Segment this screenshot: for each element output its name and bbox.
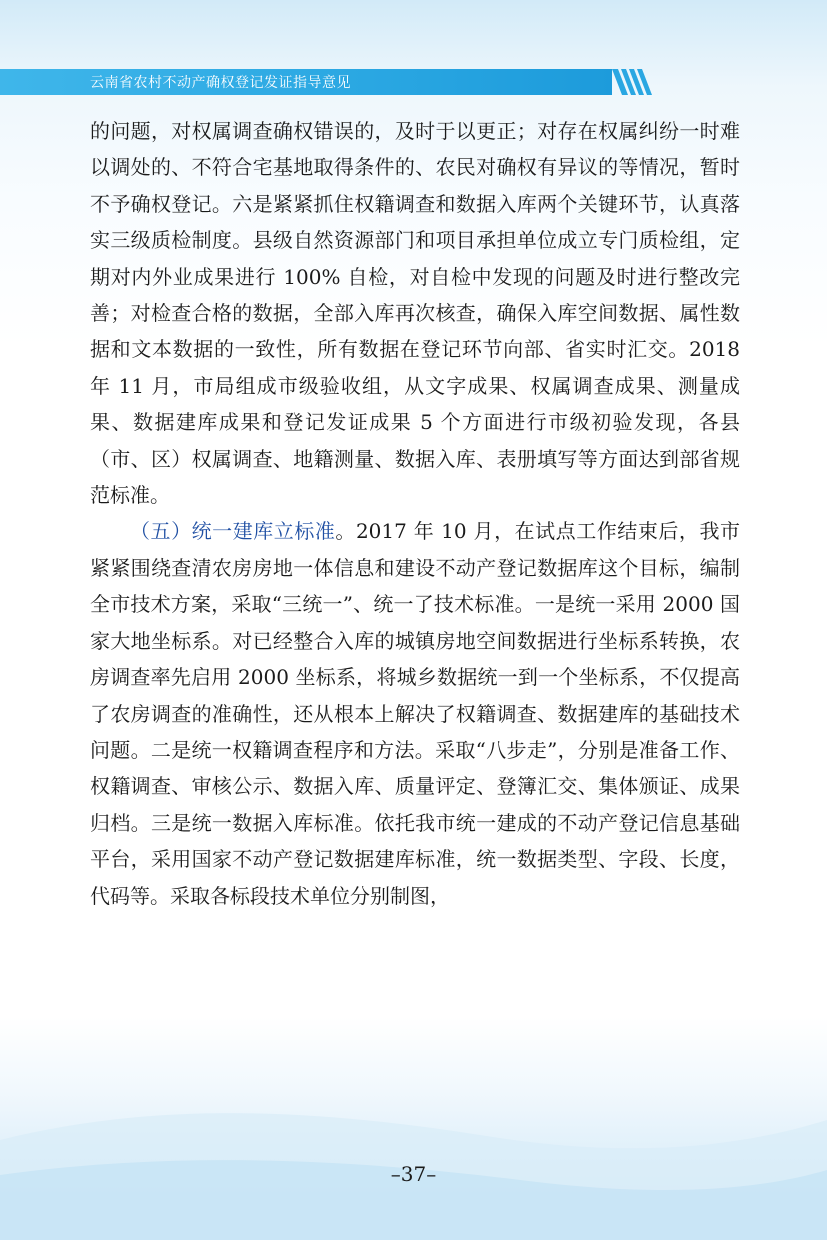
section-heading-five: （五）统一建库立标准 [130, 519, 336, 544]
body-paragraph-2 [90, 513, 740, 913]
header-stripes-decoration [612, 69, 652, 95]
bottom-wave-decoration [0, 1080, 827, 1240]
body-paragraph-2-text: 。2017 年 10 月，在试点工作结束后，我市紧紧围绕查清农房房地一体信息和建设不动产登记数据库这个目标，编制全市技术方案，采取“三统一”、统一了技术标准。一是统一采用 2000 国家大地坐标系。对已经整合入库的城镇房地空间数据进行坐标系转换，农房调查率先启用 2000 坐标系，将城乡数据统一到一个坐标系，不仅提高了农房调查的准确性，还从根本上解决了权籍调查、数据建库的基础技术问题。二是统一权籍调查程序和方法。采取“八步走”，分别是准备工作、权籍调查、审核公示、数据入库、质量评定、登簿汇交、集体颁证、成果归档。三是统一数据入库标准。依托我市统一建成的不动产登记信息基础平台，采用国家不动产登记数据建库标准，统一数据类型、字段、长度，代码等。采取各标段技术单位分别制图， [90, 519, 741, 908]
body-paragraph-1: 的问题，对权属调查确权错误的，及时于以更正；对存在权属纠纷一时难以调处的、不符合宅基地取得条件的、农民对确权有异议的等情况，暂时不予确权登记。六是紧紧抓住权籍调查和数据入库两个关键环节，认真落实三级质检制度。县级自然资源部门和项目承担单位成立专门质检组，定期对内外业成果进行 100% 自检，对自检中发现的问题及时进行整改完善；对检查合格的数据，全部入库再次核查，确保入库空间数据、属性数据和文本数据的一致性，所有数据在登记环节向部、省实时汇交。2018 年 11 月，市局组成市级验收组，从文字成果、权属调查成果、测量成果、数据建库成果和登记发证成果 5 个方面进行市级初验发现，各县（市、区）权属调查、地籍测量、数据入库、表册填写等方面达到部省规范标准。 [90, 119, 740, 508]
document-body [90, 113, 740, 914]
page-number: –37– [390, 1162, 437, 1186]
header-title: 云南省农村不动产确权登记发证指导意见 [90, 75, 351, 91]
